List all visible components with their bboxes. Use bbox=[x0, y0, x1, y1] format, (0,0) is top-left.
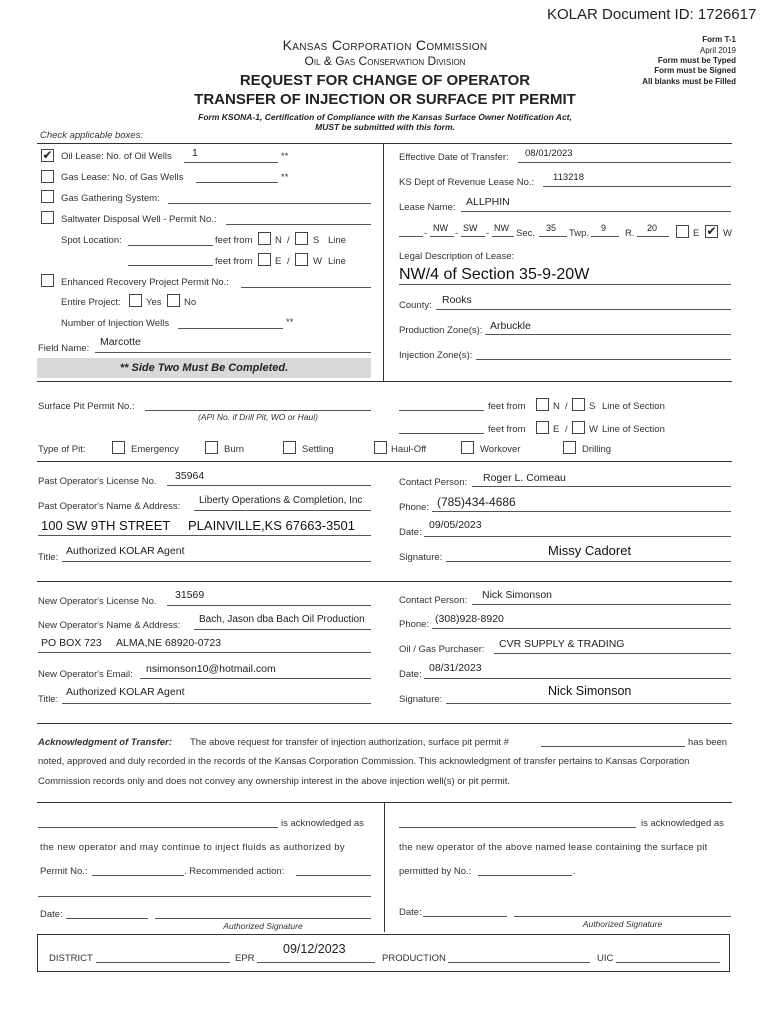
ack-left-new-operator: the new operator and may continue to inject fluids as authorized by bbox=[40, 842, 345, 853]
form-date: April 2019 bbox=[699, 46, 736, 55]
pit-type-label: Type of Pit: bbox=[38, 444, 86, 455]
spot-location-label: Spot Location: bbox=[61, 235, 122, 246]
past-date-value[interactable]: 09/05/2023 bbox=[429, 519, 482, 531]
purchaser-label: Oil / Gas Purchaser: bbox=[399, 644, 485, 655]
township-number[interactable]: 9 bbox=[601, 223, 607, 233]
ack-heading: Acknowledgment of Transfer: bbox=[38, 737, 172, 748]
past-title-label: Title: bbox=[38, 552, 59, 563]
enhanced-recovery-label: Enhanced Recovery Project Permit No.: bbox=[61, 277, 229, 288]
range-w-checkbox[interactable]: ✔ bbox=[706, 224, 717, 238]
county-label: County: bbox=[399, 300, 432, 311]
past-contact-value[interactable]: Roger L. Comeau bbox=[483, 472, 566, 484]
effective-date-label: Effective Date of Transfer: bbox=[399, 152, 509, 163]
injection-wells-label: Number of Injection Wells bbox=[61, 318, 170, 329]
ack-text-1: The above request for transfer of injection authorization, surface pit permit # bbox=[190, 737, 509, 748]
past-name-label: Past Operator's Name & Address: bbox=[38, 501, 181, 512]
ack-right-is-acknowledged: is acknowledged as bbox=[641, 818, 724, 829]
spot-s-checkbox[interactable] bbox=[295, 232, 308, 245]
district-label: DISTRICT bbox=[49, 953, 93, 964]
gas-gathering-label: Gas Gathering System: bbox=[61, 193, 160, 204]
gas-lease-label: Gas Lease: No. of Gas Wells bbox=[61, 172, 184, 183]
past-title-value[interactable]: Authorized KOLAR Agent bbox=[66, 545, 185, 557]
ksona-note-1: Form KSONA-1, Certification of Compliance with the Kansas Surface Owner Notification Act, bbox=[198, 112, 572, 122]
spot-w-checkbox[interactable] bbox=[295, 253, 308, 266]
new-email-label: New Operator's Email: bbox=[38, 669, 133, 680]
effective-date-value[interactable]: 08/01/2023 bbox=[525, 148, 573, 159]
past-phone-value[interactable]: (785)434-4686 bbox=[437, 495, 516, 509]
form-number: Form T-1 bbox=[702, 35, 736, 44]
past-contact-label: Contact Person: bbox=[399, 477, 468, 488]
past-signature-value[interactable]: Missy Cadoret bbox=[548, 543, 632, 558]
form-typed-note: Form must be Typed bbox=[657, 56, 736, 65]
enhanced-recovery-checkbox[interactable] bbox=[41, 274, 54, 287]
agency-name: Kansas Corporation Commission bbox=[282, 37, 488, 53]
field-name-label: Field Name: bbox=[38, 343, 90, 354]
new-phone-value[interactable]: (308)928-8920 bbox=[435, 613, 504, 625]
lease-name-label: Lease Name: bbox=[399, 202, 456, 213]
range-e-checkbox[interactable] bbox=[676, 225, 689, 238]
pit-burn-checkbox[interactable] bbox=[205, 441, 218, 454]
new-address-2[interactable]: ALMA,NE 68920-0723 bbox=[116, 637, 222, 649]
gas-gathering-checkbox[interactable] bbox=[41, 190, 54, 203]
past-date-label: Date: bbox=[399, 527, 422, 538]
pit-s-checkbox[interactable] bbox=[572, 398, 585, 411]
new-phone-label: Phone: bbox=[399, 619, 430, 630]
legal-description-value[interactable]: NW/4 of Section 35-9-20W bbox=[399, 266, 590, 283]
pit-emergency-checkbox[interactable] bbox=[112, 441, 125, 454]
pit-hauloff-checkbox[interactable] bbox=[374, 441, 387, 454]
ks-dept-label: KS Dept of Revenue Lease No.: bbox=[399, 177, 535, 188]
new-contact-value[interactable]: Nick Simonson bbox=[482, 589, 553, 601]
ksona-note-2: MUST be submitted with this form. bbox=[315, 122, 455, 132]
quarter-2[interactable]: SW bbox=[463, 223, 478, 233]
production-zone-label: Production Zone(s): bbox=[399, 325, 483, 336]
past-address-1[interactable]: 100 SW 9TH STREET bbox=[41, 518, 171, 533]
new-email-value[interactable]: nsimonson10@hotmail.com bbox=[146, 663, 276, 675]
surface-pit-permit-label: Surface Pit Permit No.: bbox=[38, 401, 135, 412]
oil-lease-checkbox[interactable]: ✔ bbox=[42, 148, 53, 162]
legal-description-label: Legal Description of Lease: bbox=[399, 251, 515, 262]
ack-permit-no-label: Permit No.: bbox=[40, 866, 88, 877]
new-date-label: Date: bbox=[399, 669, 422, 680]
check-boxes-label: Check applicable boxes: bbox=[40, 130, 143, 141]
saltwater-label: Saltwater Disposal Well - Permit No.: bbox=[61, 214, 217, 225]
quarter-1[interactable]: NW bbox=[433, 223, 448, 233]
ack-right-new-operator: the new operator of the above named lease containing the surface pit bbox=[399, 842, 708, 853]
pit-settling-checkbox[interactable] bbox=[283, 441, 296, 454]
saltwater-checkbox[interactable] bbox=[41, 211, 54, 224]
api-note: (API No. if Drill Pit, WO or Haul) bbox=[198, 412, 318, 422]
new-signature-label: Signature: bbox=[399, 694, 443, 705]
entire-yes-checkbox[interactable] bbox=[129, 294, 142, 307]
epr-label: EPR bbox=[235, 953, 255, 964]
new-title-label: Title: bbox=[38, 694, 59, 705]
pit-e-checkbox[interactable] bbox=[536, 421, 549, 434]
field-name-value[interactable]: Marcotte bbox=[100, 336, 141, 348]
lease-name-value[interactable]: ALLPHIN bbox=[466, 196, 510, 208]
range-number[interactable]: 20 bbox=[647, 223, 658, 233]
pit-drilling-checkbox[interactable] bbox=[563, 441, 576, 454]
form-title-2: TRANSFER OF INJECTION OR SURFACE PIT PERMIT bbox=[194, 91, 576, 108]
ack-text-2: noted, approved and duly recorded in the records of the Kansas Corporation Commission. This acknowledgment of transfer pertains to Kansas Corporation bbox=[38, 756, 690, 767]
past-signature-label: Signature: bbox=[399, 552, 443, 563]
uic-label: UIC bbox=[597, 953, 614, 964]
new-address-1[interactable]: PO BOX 723 bbox=[41, 637, 102, 649]
form-title-1: REQUEST FOR CHANGE OF OPERATOR bbox=[239, 72, 531, 89]
new-title-value[interactable]: Authorized KOLAR Agent bbox=[66, 686, 185, 698]
ack-recommended-label: . Recommended action: bbox=[184, 866, 285, 877]
quarter-3[interactable]: NW bbox=[494, 223, 509, 233]
form-filled-note: All blanks must be Filled bbox=[642, 77, 736, 86]
gas-lease-checkbox[interactable] bbox=[41, 170, 54, 183]
entire-no-checkbox[interactable] bbox=[167, 294, 180, 307]
pit-w-checkbox[interactable] bbox=[572, 421, 585, 434]
ks-lease-number[interactable]: 113218 bbox=[553, 172, 584, 183]
past-name-value[interactable]: Liberty Operations & Completion, Inc bbox=[199, 495, 363, 506]
division-name: Oil & Gas Conservation Division bbox=[304, 54, 466, 68]
entire-project-label: Entire Project: bbox=[61, 297, 121, 308]
side-two-note: ** Side Two Must Be Completed. bbox=[119, 362, 289, 374]
county-value[interactable]: Rooks bbox=[442, 294, 472, 306]
ack-text-3: Commission records only and does not convey any ownership interest in the above injection well(s) or pit permit. bbox=[38, 776, 511, 787]
new-license-label: New Operator's License No. bbox=[38, 596, 157, 607]
new-license-value[interactable]: 31569 bbox=[175, 589, 205, 601]
ack-permitted-by-label: permitted by No.: bbox=[399, 866, 472, 877]
past-phone-label: Phone: bbox=[399, 502, 430, 513]
new-name-label: New Operator's Name & Address: bbox=[38, 620, 181, 631]
ack-right-auth-signature: Authorized Signature bbox=[582, 919, 663, 929]
epr-date-value[interactable]: 09/12/2023 bbox=[283, 942, 346, 956]
past-license-value[interactable]: 35964 bbox=[175, 470, 205, 482]
injection-zone-label: Injection Zone(s): bbox=[399, 350, 473, 361]
spot-n-checkbox[interactable] bbox=[258, 232, 271, 245]
document-id: KOLAR Document ID: 1726617 bbox=[547, 6, 757, 23]
pit-workover-checkbox[interactable] bbox=[461, 441, 474, 454]
form-signed-note: Form must be Signed bbox=[654, 66, 736, 75]
production-label: PRODUCTION bbox=[382, 953, 446, 964]
new-date-value[interactable]: 08/31/2023 bbox=[429, 662, 482, 674]
new-contact-label: Contact Person: bbox=[399, 595, 468, 606]
spot-e-checkbox[interactable] bbox=[258, 253, 271, 266]
past-license-label: Past Operator's License No. bbox=[38, 476, 157, 487]
ack-left-auth-signature: Authorized Signature bbox=[223, 921, 303, 931]
ack-left-date-label: Date: bbox=[40, 909, 63, 920]
past-address-2[interactable]: PLAINVILLE,KS 67663-3501 bbox=[188, 518, 355, 533]
section-number[interactable]: 35 bbox=[546, 223, 557, 233]
oil-lease-label: Oil Lease: No. of Oil Wells bbox=[61, 151, 172, 162]
ack-left-is-acknowledged: is acknowledged as bbox=[281, 818, 364, 829]
new-name-value[interactable]: Bach, Jason dba Bach Oil Production bbox=[199, 614, 365, 625]
new-signature-value[interactable]: Nick Simonson bbox=[548, 684, 632, 698]
purchaser-value[interactable]: CVR SUPPLY & TRADING bbox=[499, 638, 625, 650]
pit-n-checkbox[interactable] bbox=[536, 398, 549, 411]
ack-right-date-label: Date: bbox=[399, 907, 422, 918]
production-zone-value[interactable]: Arbuckle bbox=[490, 320, 531, 332]
oil-wells-count[interactable]: 1 bbox=[192, 147, 198, 159]
